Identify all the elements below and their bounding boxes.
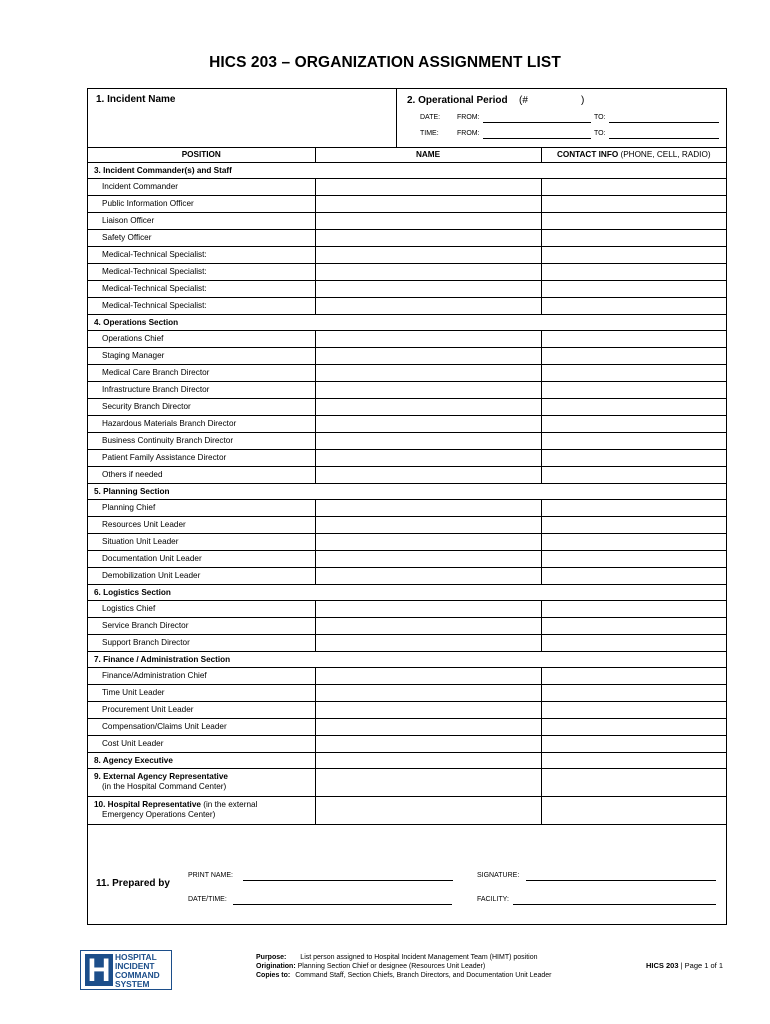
position-cell: Procurement Unit Leader <box>88 701 315 718</box>
position-cell: Support Branch Director <box>88 634 315 651</box>
hics-logo-text <box>115 953 160 989</box>
name-cell[interactable] <box>315 415 541 432</box>
form-id: HICS 203 <box>646 961 679 970</box>
name-cell[interactable] <box>315 516 541 533</box>
contact-info-cell[interactable] <box>541 398 726 415</box>
signature-label: SIGNATURE: <box>477 872 520 879</box>
position-title: 10. Hospital Representative <box>94 800 201 809</box>
position-cell: Staging Manager <box>88 347 315 364</box>
contact-info-cell[interactable] <box>541 634 726 651</box>
position-cell: Hazardous Materials Branch Director <box>88 415 315 432</box>
facility-field[interactable] <box>513 897 716 905</box>
position-subtitle: (in the Hospital Command Center) <box>102 782 227 791</box>
position-cell: Public Information Officer <box>88 195 315 212</box>
copies-text: Command Staff, Section Chiefs, Branch Directors, and Documentation Unit Leader <box>295 972 552 979</box>
position-title: 9. External Agency Representative <box>94 772 228 781</box>
facility-label: FACILITY: <box>477 896 509 903</box>
contact-info-cell[interactable] <box>541 212 726 229</box>
contact-info-cell[interactable] <box>541 347 726 364</box>
name-cell[interactable] <box>315 297 541 314</box>
position-cell: Safety Officer <box>88 229 315 246</box>
time-to-label: TO: <box>594 130 606 137</box>
name-cell[interactable] <box>315 550 541 567</box>
contact-info-cell[interactable] <box>541 701 726 718</box>
name-cell[interactable] <box>315 212 541 229</box>
assignment-row <box>88 667 726 684</box>
name-cell[interactable] <box>315 499 541 516</box>
position-cell: Cost Unit Leader <box>88 735 315 752</box>
name-cell[interactable] <box>315 347 541 364</box>
contact-info-cell[interactable] <box>541 246 726 263</box>
assignment-row <box>88 550 726 567</box>
contact-info-cell[interactable] <box>541 600 726 617</box>
copies-line <box>256 972 551 979</box>
name-cell[interactable] <box>315 364 541 381</box>
position-cell: Resources Unit Leader <box>88 516 315 533</box>
date-from-label: FROM: <box>457 114 480 121</box>
datetime-field[interactable] <box>233 897 452 905</box>
incident-name-cell[interactable] <box>88 89 396 147</box>
page-number: | Page 1 of 1 <box>678 961 724 970</box>
contact-info-cell[interactable] <box>541 516 726 533</box>
section-header-row <box>88 314 726 330</box>
name-cell[interactable] <box>315 752 541 768</box>
position-cell: Medical-Technical Specialist: <box>88 246 315 263</box>
assignment-row <box>88 297 726 314</box>
position-subtitle: Emergency Operations Center) <box>102 810 216 819</box>
assignment-row <box>88 330 726 347</box>
contact-info-cell[interactable] <box>541 718 726 735</box>
contact-info-cell[interactable] <box>541 796 726 824</box>
name-cell[interactable] <box>315 263 541 280</box>
contact-info-cell[interactable] <box>541 263 726 280</box>
name-cell[interactable] <box>315 381 541 398</box>
position-cell <box>88 796 315 824</box>
name-cell[interactable] <box>315 432 541 449</box>
operational-period-cell <box>396 89 727 147</box>
contact-info-cell[interactable] <box>541 567 726 584</box>
assignment-row <box>88 701 726 718</box>
print-name-label: PRINT NAME: <box>188 872 233 879</box>
position-cell: Patient Family Assistance Director <box>88 449 315 466</box>
name-cell[interactable] <box>315 195 541 212</box>
name-cell[interactable] <box>315 718 541 735</box>
assignment-row <box>88 246 726 263</box>
prepared-by-block <box>88 856 726 924</box>
contact-info-cell[interactable] <box>541 195 726 212</box>
position-cell <box>88 768 315 796</box>
assignment-row <box>88 466 726 483</box>
copies-label: Copies to: <box>256 972 291 979</box>
assignment-row <box>88 449 726 466</box>
assignment-row <box>88 263 726 280</box>
section-header-row <box>88 584 726 600</box>
contact-info-cell[interactable] <box>541 667 726 684</box>
position-cell: Demobilization Unit Leader <box>88 567 315 584</box>
signature-field[interactable] <box>526 873 716 881</box>
position-column-header: POSITION <box>88 147 315 162</box>
assignment-table <box>88 147 726 825</box>
assignment-row <box>88 735 726 752</box>
assignment-row <box>88 398 726 415</box>
page-info <box>646 961 723 970</box>
assignment-row <box>88 381 726 398</box>
column-header-row <box>88 147 726 162</box>
contact-info-cell[interactable] <box>541 280 726 297</box>
datetime-label: DATE/TIME: <box>188 896 227 903</box>
date-label: DATE: <box>420 114 441 121</box>
assignment-row <box>88 600 726 617</box>
assignment-row <box>88 718 726 735</box>
contact-info-cell[interactable] <box>541 432 726 449</box>
time-from-field[interactable] <box>483 131 591 139</box>
form-title: HICS 203 – ORGANIZATION ASSIGNMENT LIST <box>209 54 561 71</box>
assignment-row <box>88 212 726 229</box>
contact-info-cell[interactable] <box>541 499 726 516</box>
hics-logo <box>80 950 172 990</box>
logo-line-incident: INCIDENT <box>115 960 155 971</box>
section-title: 6. Logistics Section <box>88 584 726 600</box>
contact-info-cell[interactable] <box>541 330 726 347</box>
assignment-row <box>88 178 726 195</box>
name-cell[interactable] <box>315 701 541 718</box>
operational-period-close: ) <box>581 95 585 106</box>
section-title: 4. Operations Section <box>88 314 726 330</box>
operational-period-label: 2. Operational Period <box>407 95 508 106</box>
section-title: 3. Incident Commander(s) and Staff <box>88 162 726 178</box>
contact-info-cell[interactable] <box>541 684 726 701</box>
logo-line-hospital: HOSPITAL <box>115 952 157 962</box>
position-cell: Infrastructure Branch Director <box>88 381 315 398</box>
contact-info-cell[interactable] <box>541 178 726 195</box>
name-cell[interactable] <box>315 667 541 684</box>
contact-column-header <box>541 147 726 162</box>
assignment-row <box>88 499 726 516</box>
contact-header-bold: CONTACT INFO <box>556 149 619 159</box>
contact-info-cell[interactable] <box>541 735 726 752</box>
organization-assignment-form <box>87 88 727 925</box>
position-title-rest: (in the external <box>200 800 258 809</box>
date-to-field[interactable] <box>609 115 719 123</box>
contact-info-cell[interactable] <box>541 364 726 381</box>
operational-period-hash: (# <box>519 95 528 106</box>
purpose-line <box>256 954 538 961</box>
name-cell[interactable] <box>315 684 541 701</box>
time-to-field[interactable] <box>609 131 719 139</box>
purpose-label: Purpose: <box>256 954 287 961</box>
assignment-row <box>88 617 726 634</box>
name-cell[interactable] <box>315 466 541 483</box>
assignment-row <box>88 516 726 533</box>
position-cell: Incident Commander <box>88 178 315 195</box>
purpose-text: List person assigned to Hospital Incident Management Team (HIMT) position <box>300 954 538 961</box>
assignment-row <box>88 567 726 584</box>
contact-info-cell[interactable] <box>541 381 726 398</box>
contact-info-cell[interactable] <box>541 466 726 483</box>
section-title: 7. Finance / Administration Section <box>88 651 726 667</box>
assignment-row <box>88 195 726 212</box>
section-header-row <box>88 651 726 667</box>
assignment-row <box>88 432 726 449</box>
position-cell: Business Continuity Branch Director <box>88 432 315 449</box>
hics-logo-mark: H <box>85 954 113 986</box>
name-cell[interactable] <box>315 796 541 824</box>
position-cell: Finance/Administration Chief <box>88 667 315 684</box>
name-column-header: NAME <box>315 147 541 162</box>
position-cell: Service Branch Director <box>88 617 315 634</box>
section-title: 5. Planning Section <box>88 483 726 499</box>
contact-info-cell[interactable] <box>541 768 726 796</box>
name-cell[interactable] <box>315 768 541 796</box>
form-footer <box>0 950 770 1010</box>
print-name-field[interactable] <box>243 873 453 881</box>
assignment-row <box>88 684 726 701</box>
name-cell[interactable] <box>315 533 541 550</box>
position-cell: Situation Unit Leader <box>88 533 315 550</box>
agency-executive-row <box>88 752 726 768</box>
logo-line-command: COMMAND <box>115 969 160 980</box>
prepared-by-label: 11. Prepared by <box>96 878 170 889</box>
contact-info-cell[interactable] <box>541 752 726 768</box>
assignment-row <box>88 280 726 297</box>
name-cell[interactable] <box>315 617 541 634</box>
name-cell[interactable] <box>315 634 541 651</box>
position-cell: Medical-Technical Specialist: <box>88 263 315 280</box>
position-cell: Planning Chief <box>88 499 315 516</box>
position-cell: Medical-Technical Specialist: <box>88 280 315 297</box>
name-cell[interactable] <box>315 567 541 584</box>
contact-info-cell[interactable] <box>541 449 726 466</box>
contact-info-cell[interactable] <box>541 229 726 246</box>
position-cell: Documentation Unit Leader <box>88 550 315 567</box>
position-cell: Security Branch Director <box>88 398 315 415</box>
time-label: TIME: <box>420 130 439 137</box>
position-cell: Time Unit Leader <box>88 684 315 701</box>
section-header-row <box>88 483 726 499</box>
date-to-label: TO: <box>594 114 606 121</box>
assignment-row <box>88 533 726 550</box>
contact-info-cell[interactable] <box>541 533 726 550</box>
name-cell[interactable] <box>315 178 541 195</box>
contact-info-cell[interactable] <box>541 297 726 314</box>
position-cell: Medical-Technical Specialist: <box>88 297 315 314</box>
position-cell: Medical Care Branch Director <box>88 364 315 381</box>
section-header-row <box>88 162 726 178</box>
assignment-row <box>88 347 726 364</box>
position-cell: 8. Agency Executive <box>88 752 315 768</box>
name-cell[interactable] <box>315 330 541 347</box>
name-cell[interactable] <box>315 600 541 617</box>
name-cell[interactable] <box>315 280 541 297</box>
contact-header-rest: (PHONE, CELL, RADIO) <box>618 149 711 159</box>
contact-info-cell[interactable] <box>541 415 726 432</box>
hospital-representative-row <box>88 796 726 824</box>
name-cell[interactable] <box>315 735 541 752</box>
date-from-field[interactable] <box>483 115 591 123</box>
incident-name-label: 1. Incident Name <box>96 94 176 105</box>
external-agency-row <box>88 768 726 796</box>
name-cell[interactable] <box>315 398 541 415</box>
origination-text: Planning Section Chief or designee (Resources Unit Leader) <box>297 963 486 970</box>
name-cell[interactable] <box>315 229 541 246</box>
assignment-row <box>88 415 726 432</box>
position-cell: Logistics Chief <box>88 600 315 617</box>
contact-info-cell[interactable] <box>541 550 726 567</box>
position-cell: Others if needed <box>88 466 315 483</box>
assignment-row <box>88 364 726 381</box>
name-cell[interactable] <box>315 449 541 466</box>
origination-line <box>256 963 485 970</box>
position-cell: Compensation/Claims Unit Leader <box>88 718 315 735</box>
origination-label: Origination: <box>256 963 296 970</box>
contact-info-cell[interactable] <box>541 617 726 634</box>
time-from-label: FROM: <box>457 130 480 137</box>
logo-line-system: SYSTEM <box>115 978 150 989</box>
assignment-row <box>88 634 726 651</box>
position-cell: Operations Chief <box>88 330 315 347</box>
position-cell: Liaison Officer <box>88 212 315 229</box>
assignment-row <box>88 229 726 246</box>
name-cell[interactable] <box>315 246 541 263</box>
